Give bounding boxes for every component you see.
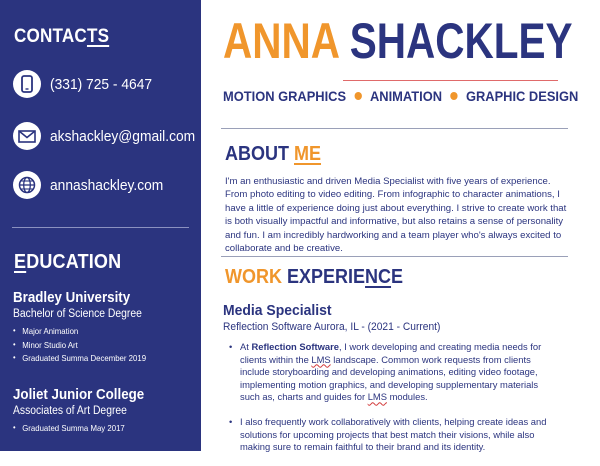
tagline bbox=[223, 88, 578, 104]
responsibility-item bbox=[229, 341, 559, 404]
tagline-item: GRAPHIC DESIGN bbox=[465, 88, 579, 104]
about-paragraph: I'm an enthusiastic and driven Media Specialist with five years of experience. From photo editing to video editing. From infographic to character animations, I have a little of experience doing just about everything. I strive to create work that is both visually impactful and informative, but also retains a sense of personality and fun. I am incredibly hardworking and a team player who's always excited to collaborate and be creative. bbox=[225, 176, 567, 255]
school-bradley bbox=[13, 290, 158, 367]
heading-underline-segment: NC bbox=[365, 266, 392, 288]
sidebar-divider bbox=[12, 227, 189, 228]
experience-heading bbox=[225, 266, 403, 289]
first-name: ANNA bbox=[223, 13, 339, 69]
heading-underline-segment: TS bbox=[86, 26, 110, 47]
contact-website[interactable] bbox=[13, 169, 173, 201]
school-degree: Associates of Art Degree bbox=[13, 405, 127, 417]
job-company: Reflection Software Aurora, IL - (2021 - Current) bbox=[223, 321, 441, 333]
school-degree: Bachelor of Science Degree bbox=[13, 308, 142, 320]
school-joliet bbox=[13, 387, 156, 437]
phone-icon bbox=[13, 70, 41, 98]
job-responsibilities bbox=[229, 341, 559, 466]
sidebar bbox=[0, 0, 201, 451]
about-heading bbox=[225, 143, 321, 166]
contacts-heading: CONTACTS bbox=[14, 26, 110, 47]
school-details bbox=[13, 326, 158, 367]
contact-website-text: annashackley.com bbox=[50, 176, 164, 194]
candidate-name bbox=[223, 14, 573, 68]
responsibility-text: Reflection Software bbox=[251, 341, 339, 352]
school-detail: • Minor Studio Art bbox=[13, 340, 146, 354]
section-divider bbox=[221, 256, 568, 257]
responsibility-text: modules. bbox=[386, 391, 428, 403]
heading-underline-segment: E bbox=[14, 251, 27, 273]
experience-heading-part1: WORK bbox=[225, 266, 282, 288]
globe-icon bbox=[13, 171, 41, 199]
school-detail: • Graduated Summa May 2017 bbox=[13, 423, 144, 437]
tagline-item: MOTION GRAPHICS bbox=[223, 88, 347, 104]
section-divider bbox=[221, 128, 568, 129]
tagline-item: ANIMATION bbox=[369, 88, 443, 104]
name-underline bbox=[343, 80, 558, 81]
bullet-dot-icon bbox=[354, 92, 361, 100]
responsibility-text: I also frequently work collaboratively with clients, helping create ideas and solutions for upcoming projects that best match their visions, while also making sure to remain faithful to their brand and its identity. bbox=[240, 415, 547, 453]
school-detail: • Graduated Summa December 2019 bbox=[13, 353, 146, 367]
about-heading-part2: ME bbox=[294, 143, 322, 165]
education-heading: EDUCATION bbox=[14, 251, 122, 273]
responsibility-text: landscape. Common work requests from clients include storyboarding and developing animations, editing video footage, implementing motion graphics, and developing supplementary materials such as, charts and guides for bbox=[240, 353, 539, 403]
envelope-icon bbox=[13, 122, 41, 150]
school-name: Bradley University bbox=[13, 290, 131, 306]
responsibility-item bbox=[229, 416, 559, 454]
responsibility-text: LMS bbox=[367, 391, 387, 403]
experience-heading-part2: EXPERIENCE bbox=[287, 266, 404, 288]
contact-phone-text: (331) 725 - 4647 bbox=[50, 75, 153, 93]
last-name: SHACKLEY bbox=[349, 13, 573, 69]
contact-email-text: akshackley@gmail.com bbox=[50, 127, 196, 145]
job-title: Media Specialist bbox=[223, 302, 332, 319]
school-details bbox=[13, 423, 156, 437]
contact-email[interactable] bbox=[13, 120, 208, 152]
responsibility-text: At bbox=[240, 341, 252, 352]
school-detail: • Major Animation bbox=[13, 326, 146, 340]
bullet-dot-icon bbox=[450, 92, 457, 100]
about-heading-part1: ABOUT bbox=[225, 143, 289, 165]
contact-phone[interactable] bbox=[13, 68, 161, 100]
school-name: Joliet Junior College bbox=[13, 387, 145, 403]
responsibility-text: , I work developing and creating media needs for clients within the bbox=[240, 341, 542, 365]
responsibility-text: LMS bbox=[311, 353, 331, 365]
